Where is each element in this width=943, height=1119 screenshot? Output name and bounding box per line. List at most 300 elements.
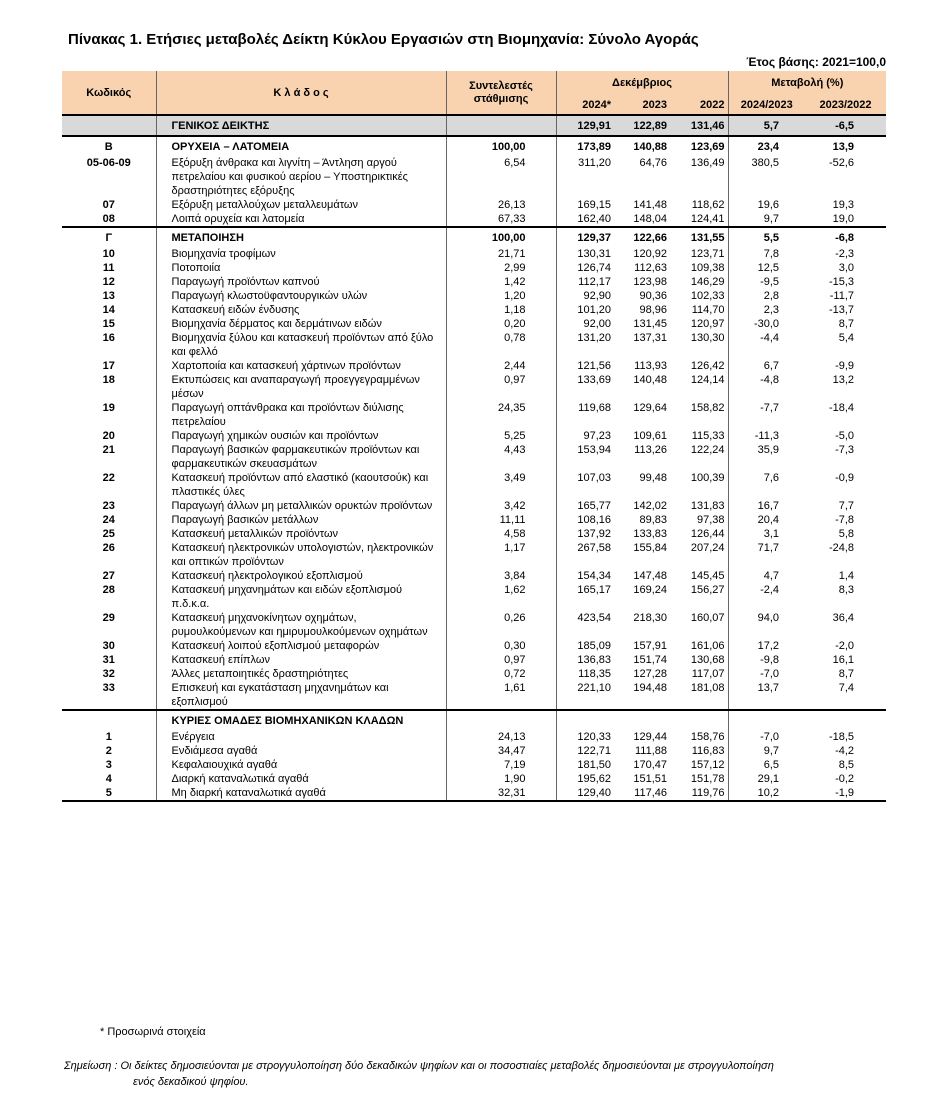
value-2022-cell: 122,24 [670, 443, 728, 471]
weight-cell: 100,00 [446, 136, 556, 156]
value-2022-cell: 102,33 [670, 289, 728, 303]
header-december: Δεκέμβριος [556, 71, 728, 95]
table-row [62, 156, 886, 198]
value-2023-cell: 64,76 [639, 157, 667, 169]
change-2023-2022-cell: -5,0 [835, 430, 855, 442]
weight-cell: 1,42 [446, 275, 556, 289]
change-2023-2022-cell: 19,0 [832, 213, 855, 225]
weight-cell: 0,30 [446, 639, 556, 653]
value-2023-cell: 133,83 [633, 528, 667, 540]
weight-cell: 24,13 [446, 730, 556, 744]
change-2023-2022-cell: -2,0 [835, 640, 855, 652]
change-2024-2023-cell: 71,7 [757, 542, 780, 554]
value-2024-cell: 118,35 [578, 668, 611, 680]
table-row [62, 289, 886, 303]
branch-name-cell: Κατασκευή ηλεκτρονικών υπολογιστών, ηλεκτρονικών και οπτικών προϊόντων [156, 541, 446, 569]
value-2024-cell: 112,17 [578, 276, 611, 288]
change-2023-2022-cell: 8,7 [838, 318, 855, 330]
weight-cell: 34,47 [446, 744, 556, 758]
change-2024-2023-cell: 17,2 [757, 640, 780, 652]
code-cell: 08 [62, 212, 156, 227]
weight-cell: 0,26 [446, 611, 556, 639]
change-2023-2022-cell: 8,5 [838, 759, 855, 771]
table-row [62, 499, 886, 513]
table-body [62, 115, 886, 801]
change-2023-2022-cell: -11,7 [829, 290, 855, 302]
value-2023-cell: 140,48 [633, 374, 667, 386]
branch-name-cell: Βιομηχανία τροφίμων [156, 247, 446, 261]
value-2024-cell: 131,20 [577, 332, 611, 344]
table-row [62, 317, 886, 331]
branch-name-cell: Κατασκευή επίπλων [156, 653, 446, 667]
table-row [62, 429, 886, 443]
general-weight-cell [446, 115, 556, 136]
change-2023-2022-cell: 13,9 [805, 136, 886, 156]
change-2023-2022-cell: -6,8 [805, 227, 886, 247]
value-2022-cell: 124,14 [670, 373, 728, 401]
change-2024-2023-cell: 35,9 [757, 444, 780, 456]
footnote: * Προσωρινά στοιχεία [100, 1026, 206, 1038]
change-2023-2022-cell: 19,3 [832, 199, 855, 211]
value-2022-cell: 115,33 [670, 429, 728, 443]
code-cell: Γ [62, 227, 156, 247]
value-2023-cell: 137,31 [633, 332, 667, 344]
value-2024-cell: 126,74 [577, 262, 611, 274]
value-2023-cell: 155,84 [633, 542, 667, 554]
change-2023-2022-cell: 8,7 [838, 668, 855, 680]
change-2024-2023-cell: -9,5 [760, 276, 780, 288]
table-row [62, 772, 886, 786]
change-2024-2023-cell: 9,7 [763, 213, 780, 225]
change-2024-2023-cell: 29,1 [757, 773, 780, 785]
branch-name-cell: Κατασκευή ειδών ένδυσης [156, 303, 446, 317]
groups-empty-cell [728, 710, 805, 730]
change-2024-2023-cell: 9,7 [763, 745, 780, 757]
value-2023-cell: 122,66 [614, 227, 670, 247]
page-title: Πίνακας 1. Ετήσιες μεταβολές Δείκτη Κύκλου Εργασιών στη Βιομηχανία: Σύνολο Αγοράς [68, 31, 699, 48]
weight-cell: 100,00 [446, 227, 556, 247]
code-cell: 05-06-09 [62, 156, 156, 198]
value-2024-cell: 101,20 [577, 304, 611, 316]
branch-name-cell: Χαρτοποιία και κατασκευή χάρτινων προϊόντων [156, 359, 446, 373]
weight-cell: 0,20 [446, 317, 556, 331]
value-2023-cell: 127,28 [633, 668, 667, 680]
change-2023-2022-cell: 7,7 [838, 500, 855, 512]
value-2023-cell: 147,48 [633, 570, 667, 582]
value-2022-cell: 126,44 [670, 527, 728, 541]
table-header [62, 71, 886, 115]
change-2024-2023-cell: 2,8 [763, 290, 780, 302]
table-row [62, 401, 886, 429]
rounding-note [64, 1058, 884, 1090]
table-row [62, 583, 886, 611]
weight-cell: 1,90 [446, 772, 556, 786]
value-2022-cell: 158,76 [670, 730, 728, 744]
change-2024-2023-cell: 16,7 [757, 500, 780, 512]
change-2024-2023-cell: -7,7 [760, 402, 780, 414]
code-cell: 13 [62, 289, 156, 303]
branch-name-cell: ΟΡΥΧΕΙΑ – ΛΑΤΟΜΕΙΑ [156, 136, 446, 156]
table-row [62, 275, 886, 289]
change-2024-2023-cell: 10,2 [728, 786, 805, 801]
code-cell: 25 [62, 527, 156, 541]
change-2023-2022-cell: -2,3 [835, 248, 855, 260]
value-2024-cell: 129,40 [556, 786, 614, 801]
value-2022-cell: 117,07 [670, 667, 728, 681]
weight-cell: 11,11 [446, 513, 556, 527]
code-cell: 5 [62, 786, 156, 801]
table-row [62, 744, 886, 758]
change-2024-2023-cell: 20,4 [757, 514, 780, 526]
general-code-cell [62, 115, 156, 136]
header-year-2022: 2022 [670, 95, 728, 115]
value-2023-cell: 111,88 [634, 745, 667, 757]
value-2024-cell: 122,71 [577, 745, 611, 757]
branch-name-cell: Παραγωγή οπτάνθρακα και προϊόντων διύλισης πετρελαίου [156, 401, 446, 429]
value-2023-cell: 194,48 [633, 682, 667, 694]
branch-name-cell: Εξόρυξη άνθρακα και λιγνίτη – Άντληση αργού πετρελαίου και φυσικού αερίου – Υποστηρικτικές δραστηριότητες εξόρυξης [156, 156, 446, 198]
table-row [62, 513, 886, 527]
value-2022-cell: 130,30 [670, 331, 728, 359]
table-row [62, 758, 886, 772]
value-2022-cell: 114,70 [670, 303, 728, 317]
table-row [62, 541, 886, 569]
value-2024-cell: 108,16 [577, 514, 611, 526]
change-2023-2022-cell: -7,8 [835, 514, 855, 526]
value-2022-cell: 161,06 [670, 639, 728, 653]
value-2023-cell: 170,47 [633, 759, 667, 771]
branch-name-cell: Κατασκευή ηλεκτρολογικού εξοπλισμού [156, 569, 446, 583]
value-2024-cell: 165,17 [577, 584, 611, 596]
value-2023-cell: 129,64 [633, 402, 667, 414]
value-2023-cell: 131,45 [633, 318, 667, 330]
table-row [62, 639, 886, 653]
general-2024-cell: 129,91 [556, 115, 614, 136]
value-2022-cell: 119,76 [670, 786, 728, 801]
change-2023-2022-cell: -13,7 [828, 304, 855, 316]
value-2022-cell: 118,62 [670, 198, 728, 212]
change-2023-2022-cell: 5,8 [838, 528, 855, 540]
value-2023-cell: 140,88 [614, 136, 670, 156]
value-2023-cell: 142,02 [633, 500, 667, 512]
code-cell: 29 [62, 611, 156, 639]
branch-name-cell: Βιομηχανία δέρματος και δερμάτινων ειδών [156, 317, 446, 331]
change-2024-2023-cell: -4,8 [760, 374, 780, 386]
weight-cell: 0,97 [446, 373, 556, 401]
weight-cell: 7,19 [446, 758, 556, 772]
value-2024-cell: 195,62 [577, 773, 611, 785]
branch-name-cell: Παραγωγή βασικών φαρμακευτικών προϊόντων και φαρμακευτικών σκευασμάτων [156, 443, 446, 471]
turnover-table [62, 71, 886, 802]
general-index-row [62, 115, 886, 136]
change-2023-2022-cell: 8,3 [838, 584, 855, 596]
branch-name-cell: Βιομηχανία ξύλου και κατασκευή προϊόντων από ξύλο και φελλό [156, 331, 446, 359]
change-2023-2022-cell: -15,3 [828, 276, 855, 288]
general-name-cell: ΓΕΝΙΚΟΣ ΔΕΙΚΤΗΣ [156, 115, 446, 136]
header-year-2024: 2024* [556, 95, 614, 115]
change-2023-2022-cell: 36,4 [832, 612, 855, 624]
table-row [62, 786, 886, 801]
table-row [62, 681, 886, 710]
change-2024-2023-cell: -9,8 [760, 654, 780, 666]
value-2022-cell: 158,82 [670, 401, 728, 429]
branch-name-cell: Παραγωγή άλλων μη μεταλλικών ορυκτών προϊόντων [156, 499, 446, 513]
change-2024-2023-cell: 19,6 [757, 199, 780, 211]
value-2022-cell: 145,45 [670, 569, 728, 583]
value-2022-cell: 126,42 [670, 359, 728, 373]
value-2023-cell: 120,92 [633, 248, 667, 260]
code-cell: 28 [62, 583, 156, 611]
code-cell: 16 [62, 331, 156, 359]
header-change-2024-2023: 2024/2023 [728, 95, 805, 115]
value-2024-cell: 221,10 [577, 682, 611, 694]
value-2022-cell: 207,24 [670, 541, 728, 569]
code-cell: 22 [62, 471, 156, 499]
code-cell: 30 [62, 639, 156, 653]
weight-cell: 1,62 [446, 583, 556, 611]
branch-name-cell: Κατασκευή μηχανημάτων και ειδών εξοπλισμού π.δ.κ.α. [156, 583, 446, 611]
header-year-2023: 2023 [614, 95, 670, 115]
table-row [62, 331, 886, 359]
value-2024-cell: 133,69 [577, 374, 611, 386]
value-2023-cell: 117,46 [614, 786, 670, 801]
value-2023-cell: 98,96 [639, 304, 667, 316]
change-2024-2023-cell: 13,7 [757, 682, 780, 694]
value-2023-cell: 109,61 [633, 430, 667, 442]
table-row [62, 303, 886, 317]
branch-name-cell: Κατασκευή μεταλλικών προϊόντων [156, 527, 446, 541]
section-row [62, 136, 886, 156]
weight-cell: 1,61 [446, 681, 556, 710]
branch-name-cell: Παραγωγή χημικών ουσιών και προϊόντων [156, 429, 446, 443]
code-cell: 19 [62, 401, 156, 429]
branch-name-cell: Παραγωγή βασικών μετάλλων [156, 513, 446, 527]
change-2023-2022-cell: -52,6 [828, 157, 855, 169]
weight-cell: 67,33 [446, 212, 556, 227]
code-cell: 33 [62, 681, 156, 710]
code-cell: 24 [62, 513, 156, 527]
code-cell: 18 [62, 373, 156, 401]
change-2023-2022-cell: -18,5 [828, 731, 855, 743]
weight-cell: 2,99 [446, 261, 556, 275]
branch-name-cell: Διαρκή καταναλωτικά αγαθά [156, 772, 446, 786]
value-2023-cell: 112,63 [634, 262, 667, 274]
code-cell: 14 [62, 303, 156, 317]
branch-name-cell: Εξόρυξη μεταλλούχων μεταλλευμάτων [156, 198, 446, 212]
weight-cell: 3,49 [446, 471, 556, 499]
code-cell: B [62, 136, 156, 156]
code-cell: 2 [62, 744, 156, 758]
value-2023-cell: 123,98 [633, 276, 667, 288]
code-cell: 26 [62, 541, 156, 569]
value-2024-cell: 136,83 [577, 654, 611, 666]
value-2023-cell: 148,04 [633, 213, 667, 225]
header-change: Μεταβολή (%) [728, 71, 886, 95]
general-change2-cell: -6,5 [805, 115, 886, 136]
change-2024-2023-cell: 380,5 [751, 157, 780, 169]
table-row [62, 471, 886, 499]
value-2022-cell: 123,71 [670, 247, 728, 261]
value-2023-cell: 141,48 [633, 199, 667, 211]
value-2022-cell: 124,41 [670, 212, 728, 227]
change-2024-2023-cell: 6,5 [763, 759, 780, 771]
change-2024-2023-cell: 23,4 [728, 136, 805, 156]
value-2024-cell: 129,37 [556, 227, 614, 247]
weight-cell: 0,78 [446, 331, 556, 359]
change-2023-2022-cell: -9,9 [835, 360, 855, 372]
value-2022-cell: 97,38 [670, 513, 728, 527]
code-cell: 31 [62, 653, 156, 667]
value-2022-cell: 156,27 [670, 583, 728, 611]
change-2023-2022-cell: 3,0 [838, 262, 855, 274]
value-2022-cell: 109,38 [670, 261, 728, 275]
code-cell: 07 [62, 198, 156, 212]
change-2024-2023-cell: 7,6 [763, 472, 780, 484]
value-2024-cell: 267,58 [577, 542, 611, 554]
weight-cell: 6,54 [446, 156, 556, 198]
branch-name-cell: Λοιπά ορυχεία και λατομεία [156, 212, 446, 227]
groups-empty-cell [614, 710, 670, 730]
value-2024-cell: 92,90 [583, 290, 611, 302]
branch-name-cell: Κεφαλαιουχικά αγαθά [156, 758, 446, 772]
weight-cell: 0,97 [446, 653, 556, 667]
value-2024-cell: 97,23 [583, 430, 611, 442]
code-cell: 21 [62, 443, 156, 471]
change-2024-2023-cell: 7,8 [763, 248, 780, 260]
value-2022-cell: 160,07 [670, 611, 728, 639]
header-code: Κωδικός [62, 71, 156, 115]
branch-name-cell: Μη διαρκή καταναλωτικά αγαθά [156, 786, 446, 801]
weight-cell: 21,71 [446, 247, 556, 261]
code-cell: 27 [62, 569, 156, 583]
change-2024-2023-cell: -2,4 [760, 584, 780, 596]
change-2023-2022-cell: -7,3 [835, 444, 855, 456]
change-2023-2022-cell: 7,4 [838, 682, 855, 694]
header-weights: Συντελεστές στάθμισης [446, 71, 556, 115]
code-cell: 4 [62, 772, 156, 786]
change-2023-2022-cell: -0,2 [835, 773, 855, 785]
change-2023-2022-cell: 5,4 [838, 332, 855, 344]
change-2024-2023-cell: 6,7 [763, 360, 780, 372]
change-2024-2023-cell: 2,3 [763, 304, 780, 316]
table-row [62, 212, 886, 227]
header-branch: Κ λ ά δ ο ς [156, 71, 446, 115]
change-2024-2023-cell: -30,0 [753, 318, 780, 330]
branch-name-cell: Κατασκευή λοιπού εξοπλισμού μεταφορών [156, 639, 446, 653]
value-2023-cell: 157,91 [633, 640, 667, 652]
section-row [62, 227, 886, 247]
change-2024-2023-cell: 94,0 [757, 612, 780, 624]
value-2022-cell: 181,08 [670, 681, 728, 710]
value-2024-cell: 119,68 [578, 402, 611, 414]
table-row [62, 611, 886, 639]
value-2022-cell: 157,12 [670, 758, 728, 772]
value-2024-cell: 130,31 [577, 248, 611, 260]
value-2023-cell: 113,93 [634, 360, 667, 372]
weight-cell: 3,84 [446, 569, 556, 583]
value-2022-cell: 131,55 [670, 227, 728, 247]
change-2023-2022-cell: 13,2 [832, 374, 855, 386]
value-2024-cell: 169,15 [577, 199, 611, 211]
weight-cell: 0,72 [446, 667, 556, 681]
weight-cell: 1,20 [446, 289, 556, 303]
code-cell: 17 [62, 359, 156, 373]
weight-cell: 32,31 [446, 786, 556, 801]
base-year-label: Έτος βάσης: 2021=100,0 [746, 55, 886, 69]
value-2024-cell: 107,03 [577, 472, 611, 484]
branch-name-cell: Παραγωγή προϊόντων καπνού [156, 275, 446, 289]
value-2023-cell: 218,30 [633, 612, 667, 624]
value-2022-cell: 136,49 [670, 156, 728, 198]
value-2024-cell: 173,89 [556, 136, 614, 156]
weight-cell: 24,35 [446, 401, 556, 429]
value-2024-cell: 92,00 [583, 318, 611, 330]
weight-cell: 26,13 [446, 198, 556, 212]
value-2022-cell: 131,83 [670, 499, 728, 513]
value-2024-cell: 137,92 [577, 528, 611, 540]
table-row [62, 730, 886, 744]
note-line-1: Σημείωση : Οι δείκτες δημοσιεύονται με στρογγυλοποίηση δύο δεκαδικών ψηφίων και οι ποσοστιαίες μεταβολές δημοσιεύονται με στρογγυλοποίηση [64, 1060, 774, 1072]
value-2022-cell: 100,39 [670, 471, 728, 499]
branch-name-cell: ΜΕΤΑΠΟΙΗΣΗ [156, 227, 446, 247]
value-2023-cell: 169,24 [633, 584, 667, 596]
value-2023-cell: 99,48 [639, 472, 667, 484]
value-2023-cell: 129,44 [633, 731, 667, 743]
table-row [62, 667, 886, 681]
header-change-2023-2022: 2023/2022 [805, 95, 886, 115]
code-cell: 15 [62, 317, 156, 331]
branch-name-cell: Ποτοποιία [156, 261, 446, 275]
groups-weight-cell [446, 710, 556, 730]
table-row [62, 247, 886, 261]
change-2023-2022-cell: -4,2 [835, 745, 855, 757]
table-row [62, 527, 886, 541]
groups-empty-cell [670, 710, 728, 730]
change-2024-2023-cell: 4,7 [763, 570, 780, 582]
groups-title-cell: ΚΥΡΙΕΣ ΟΜΑΔΕΣ ΒΙΟΜΗΧΑΝΙΚΩΝ ΚΛΑΔΩΝ [156, 710, 446, 730]
value-2023-cell: 151,51 [633, 773, 667, 785]
weight-cell: 2,44 [446, 359, 556, 373]
table-row [62, 359, 886, 373]
weight-cell: 4,43 [446, 443, 556, 471]
value-2024-cell: 423,54 [577, 612, 611, 624]
value-2024-cell: 154,34 [577, 570, 611, 582]
code-cell: 12 [62, 275, 156, 289]
branch-name-cell: Εκτυπώσεις και αναπαραγωγή προεγγεγραμμένων μέσων [156, 373, 446, 401]
change-2023-2022-cell: 1,4 [838, 570, 855, 582]
value-2024-cell: 120,33 [577, 731, 611, 743]
change-2023-2022-cell: -24,8 [828, 542, 855, 554]
change-2023-2022-cell: -0,9 [835, 472, 855, 484]
general-2022-cell: 131,46 [670, 115, 728, 136]
branch-name-cell: Κατασκευή προϊόντων από ελαστικό (καουτσούκ) και πλαστικές ύλες [156, 471, 446, 499]
weight-cell: 4,58 [446, 527, 556, 541]
value-2024-cell: 185,09 [577, 640, 611, 652]
weight-cell: 5,25 [446, 429, 556, 443]
code-cell: 23 [62, 499, 156, 513]
value-2022-cell: 130,68 [670, 653, 728, 667]
value-2024-cell: 121,56 [577, 360, 611, 372]
branch-name-cell: Ενδιάμεσα αγαθά [156, 744, 446, 758]
value-2024-cell: 165,77 [577, 500, 611, 512]
branch-name-cell: Ενέργεια [156, 730, 446, 744]
value-2022-cell: 146,29 [670, 275, 728, 289]
general-change1-cell: 5,7 [728, 115, 805, 136]
value-2022-cell: 123,69 [670, 136, 728, 156]
branch-name-cell: Κατασκευή μηχανοκίνητων οχημάτων, ρυμουλκούμενων και ημιρυμουλκούμενων οχημάτων [156, 611, 446, 639]
code-cell: 11 [62, 261, 156, 275]
branch-name-cell: Παραγωγή κλωστοϋφαντουργικών υλών [156, 289, 446, 303]
